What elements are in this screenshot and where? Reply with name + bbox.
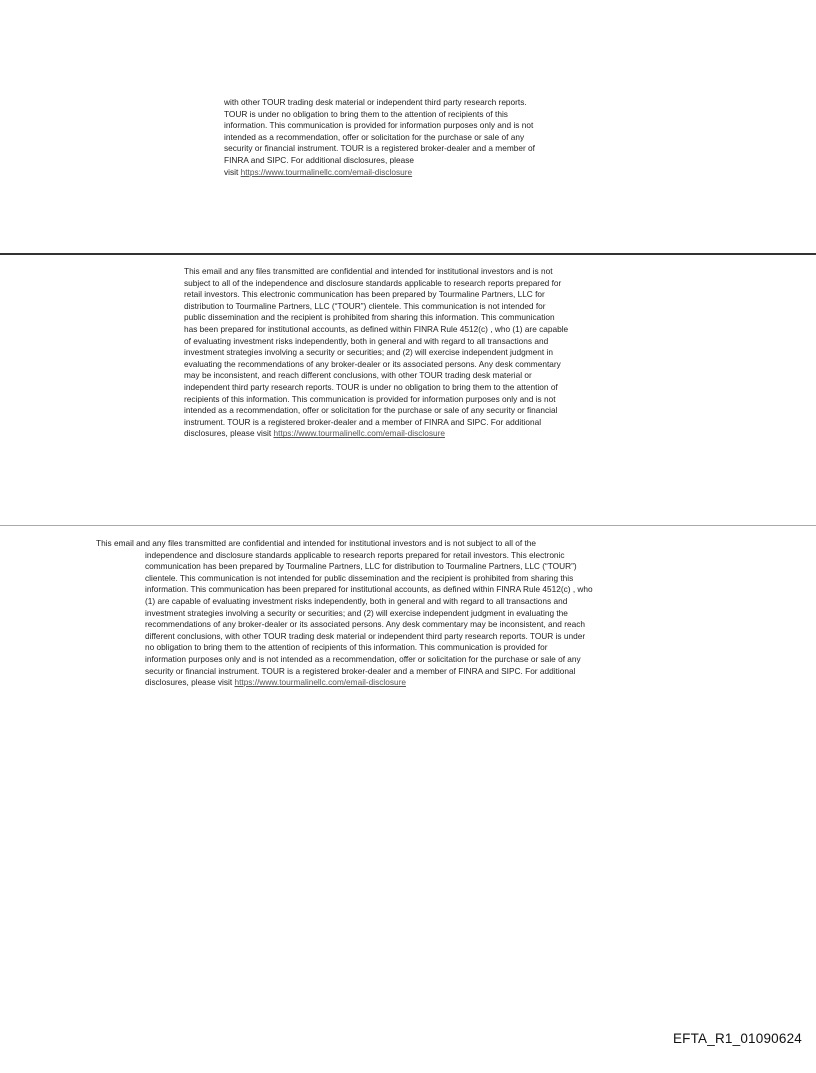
disclaimer-line: different conclusions, with other TOUR trading desk material or independent third party research reports. TOUR is under (145, 630, 586, 641)
disclaimer-line: FINRA and SIPC. For additional disclosures, please (224, 154, 414, 165)
disclaimer-line: instrument. TOUR is a registered broker-dealer and a member of FINRA and SIPC. For additional (184, 416, 542, 427)
disclaimer-line: (1) are capable of evaluating investment risks independently, both in general and with regard to all transactions and (145, 595, 568, 606)
disclaimer-line: subject to all of the independence and disclosure standards applicable to research reports prepared for (184, 277, 562, 288)
document-id: EFTA_R1_01090624 (672, 1031, 802, 1046)
disclaimer-line: communication has been prepared by Tourmaline Partners, LLC for distribution to Tourmaline Partners, LLC (“TOUR”) (145, 561, 577, 572)
disclaimer-line: security or financial instrument. TOUR is a registered broker-dealer and a member of FINRA and SIPC. For additional (145, 665, 576, 676)
disclaimer-block-1 (224, 97, 535, 178)
disclaimer-block-2 (184, 266, 568, 440)
disclaimer-line: with other TOUR trading desk material or independent third party research reports. (224, 97, 527, 107)
disclosure-link[interactable]: https://www.tourmalinellc.com/email-disclosure (234, 677, 406, 688)
disclaimer-block-3 (96, 538, 593, 689)
disclaimer-line: clientele. This communication is not intended for public dissemination and the recipient is prohibited from sharing this (145, 572, 574, 583)
disclaimer-first-line: This email and any files transmitted are confidential and intended for institutional investors and is not subject to all of the (96, 538, 536, 548)
disclaimer-line: intended as a recommendation, offer or solicitation for the purchase or sale of any security or financial (184, 405, 558, 416)
disclaimer-line: has been prepared for institutional accounts, as defined within FINRA Rule 4512(c) , who (1) are capable (184, 323, 569, 334)
disclaimer-last-line (224, 167, 535, 179)
disclaimer-line: investment strategies involving a security or securities; and (2) will exercise independent judgment in evaluating the (145, 607, 568, 618)
disclaimer-line: recommendations of any broker-dealer or its associated persons. Any desk commentary may be inconsistent, and reach (145, 619, 585, 630)
section-divider-thick (0, 253, 816, 255)
disclaimer-line: of evaluating investment risks independently, both in general and with regard to all transactions and (184, 335, 549, 346)
disclaimer-line: distribution to Tourmaline Partners, LLC (“TOUR”) clientele. This communication is not intended for (184, 300, 546, 311)
disclaimer-last-line (96, 677, 593, 689)
disclaimer-line: intended as a recommendation, offer or solicitation for the purchase or sale of any (224, 131, 525, 142)
disclaimer-line: security or financial instrument. TOUR is a registered broker-dealer and a member of (224, 143, 535, 154)
disclaimer-line: information. This communication has been prepared for institutional accounts, as defined within FINRA Rule 4512(c) , who (145, 584, 593, 595)
disclaimer-prefix: disclosures, please visit (184, 428, 274, 439)
disclaimer-line: independent third party research reports. TOUR is under no obligation to bring them to the attention of (184, 381, 558, 392)
disclaimer-line: no obligation to bring them to the attention of recipients of this information. This communication is provided for (145, 642, 548, 653)
disclaimer-prefix: visit (224, 166, 241, 177)
disclaimer-last-line (184, 428, 568, 440)
disclaimer-line: evaluating the recommendations of any broker-dealer or its associated persons. Any desk commentary (184, 358, 561, 369)
disclaimer-line: investment strategies involving a security or securities; and (2) will exercise independent judgment in (184, 347, 553, 358)
disclaimer-line: information purposes only and is not intended as a recommendation, offer or solicitation for the purchase or sale of any (145, 653, 581, 664)
disclosure-link[interactable]: https://www.tourmalinellc.com/email-disclosure (273, 428, 445, 439)
disclaimer-line: TOUR is under no obligation to bring them to the attention of recipients of this (224, 108, 508, 119)
disclaimer-line: independence and disclosure standards applicable to research reports prepared for retail investors. This electronic (145, 549, 565, 560)
disclaimer-line: public dissemination and the recipient is prohibited from sharing this information. This communication (184, 312, 555, 323)
section-divider-thin (0, 525, 816, 526)
disclaimer-line: This email and any files transmitted are confidential and intended for institutional investors and is not (184, 266, 553, 276)
disclaimer-line: information. This communication is provided for information purposes only and is not (224, 120, 534, 131)
disclosure-link[interactable]: https://www.tourmalinellc.com/email-disclosure (240, 166, 413, 177)
disclaimer-line: retail investors. This electronic communication has been prepared by Tourmaline Partners, LLC for (184, 289, 545, 300)
disclaimer-line: recipients of this information. This communication is provided for information purposes only and is not (184, 393, 556, 404)
disclaimer-prefix: disclosures, please visit (145, 677, 235, 688)
disclaimer-line: may be inconsistent, and reach different conclusions, with other TOUR trading desk material or (184, 370, 532, 381)
